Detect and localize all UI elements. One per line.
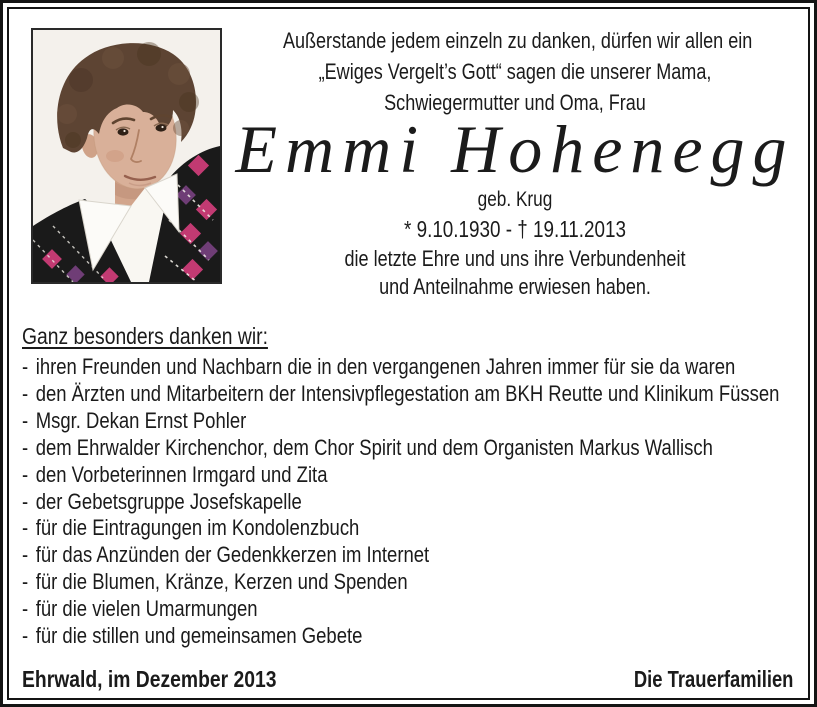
thanks-item-text: für die stillen und gemeinsamen Gebete xyxy=(35,623,363,649)
thanks-list-item xyxy=(22,462,681,489)
thanks-item-text: den Ärzten und Mitarbeitern der Intensivpflegestation am BKH Reutte und Klinikum Füssen xyxy=(35,380,780,406)
thanks-list-item xyxy=(22,542,681,569)
list-dash: - xyxy=(22,380,29,406)
thanks-item-text: für die Blumen, Kränze, Kerzen und Spenden xyxy=(35,569,408,595)
notice-footer xyxy=(22,665,793,693)
thanks-item-text: der Gebetsgruppe Josefskapelle xyxy=(35,488,302,514)
thanks-list-item xyxy=(22,354,736,381)
thanks-item-text: für die Eintragungen im Kondolenzbuch xyxy=(35,515,360,541)
deceased-name: Emmi Hohenegg xyxy=(235,111,795,187)
intro-line-1: Außerstande jedem einzeln zu danken, dürfen wir allen ein xyxy=(282,28,753,53)
thanks-list-item xyxy=(22,380,780,408)
thanks-item-text: Msgr. Dekan Ernst Pohler xyxy=(35,407,247,433)
list-dash: - xyxy=(22,434,29,460)
thanks-item-text: den Vorbeterinnen Irmgard und Zita xyxy=(35,461,328,487)
portrait-illustration xyxy=(33,30,220,282)
list-dash: - xyxy=(22,596,29,622)
thanks-list-item xyxy=(22,434,713,462)
intro-line-2: „Ewiges Vergelt’s Gott“ sagen die unserer Mama, xyxy=(318,59,712,84)
thanks-heading: Ganz besonders danken wir: xyxy=(22,323,268,349)
announcement-text xyxy=(232,3,798,315)
thanks-item-text: ihren Freunden und Nachbarn die in den vergangenen Jahren immer für sie da waren xyxy=(35,354,736,379)
life-dates: * 9.10.1930 - † 19.11.2013 xyxy=(404,216,626,242)
list-dash: - xyxy=(22,569,29,595)
thanks-section xyxy=(22,322,806,650)
place-date: Ehrwald, im Dezember 2013 xyxy=(22,666,277,692)
list-dash: - xyxy=(22,461,29,487)
thanks-item-text: für das Anzünden der Gedenkkerzen im Internet xyxy=(35,542,430,568)
list-dash: - xyxy=(22,515,29,541)
list-dash: - xyxy=(22,407,29,433)
intro-line-3: Schwiegermutter und Oma, Frau xyxy=(384,90,646,115)
thanks-list-item xyxy=(22,569,681,596)
closing-line-2: und Anteilnahme erwiesen haben. xyxy=(379,274,651,299)
thanks-list-item xyxy=(22,408,681,435)
list-dash: - xyxy=(22,354,29,379)
thanks-list-item xyxy=(22,623,681,650)
list-dash: - xyxy=(22,488,29,514)
thanks-list-item xyxy=(22,515,681,542)
list-dash: - xyxy=(22,623,29,649)
closing-line-1: die letzte Ehre und uns ihre Verbundenheit xyxy=(344,246,686,271)
portrait-photo xyxy=(31,28,222,284)
thanks-list-item xyxy=(22,596,681,623)
thanks-item-text: für die vielen Umarmungen xyxy=(35,596,258,622)
maiden-name: geb. Krug xyxy=(477,188,553,211)
thanks-list-item xyxy=(22,489,681,516)
signature: Die Trauerfamilien xyxy=(633,666,793,692)
list-dash: - xyxy=(22,542,29,568)
thanks-item-text: dem Ehrwalder Kirchenchor, dem Chor Spirit und dem Organisten Markus Wallisch xyxy=(35,434,713,460)
